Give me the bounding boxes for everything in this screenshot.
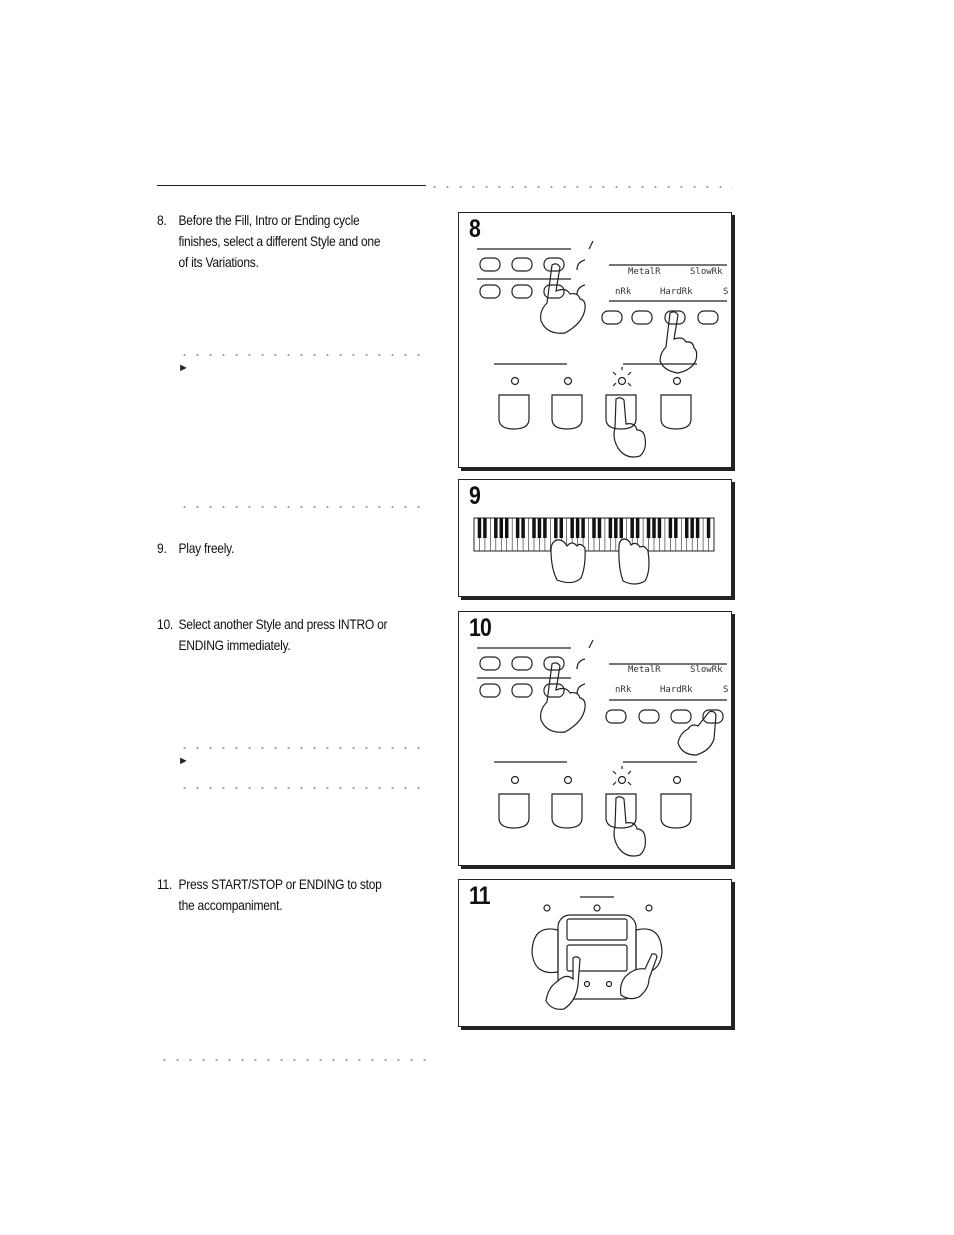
black-key bbox=[690, 518, 693, 538]
black-key bbox=[483, 518, 486, 538]
black-key bbox=[614, 518, 617, 538]
black-key bbox=[516, 518, 519, 538]
black-key bbox=[620, 518, 623, 538]
step-number: 11. bbox=[157, 876, 173, 892]
black-key bbox=[570, 518, 573, 538]
black-key bbox=[500, 518, 503, 538]
black-key bbox=[658, 518, 661, 538]
note-divider bbox=[178, 354, 428, 356]
black-key bbox=[560, 518, 563, 538]
step-text: Press START/STOP or ENDING to stop the accompaniment. bbox=[178, 876, 382, 913]
note-divider bbox=[178, 747, 428, 749]
header-rule bbox=[157, 185, 426, 186]
black-key bbox=[521, 518, 524, 538]
figure-number: 10 bbox=[469, 614, 491, 642]
svg-text:S: S bbox=[723, 287, 729, 297]
step-number: 9. bbox=[157, 540, 167, 556]
black-key bbox=[674, 518, 677, 538]
svg-text:MetalR: MetalR bbox=[628, 665, 661, 675]
light-blink-icon bbox=[613, 367, 631, 386]
step-10 bbox=[157, 614, 391, 656]
note-arrow-icon: ► bbox=[178, 362, 189, 374]
note-arrow-icon: ► bbox=[178, 755, 189, 767]
finger-press-icon bbox=[541, 663, 586, 732]
style-panel-illustration bbox=[459, 612, 731, 865]
step-9 bbox=[157, 538, 391, 559]
black-key bbox=[538, 518, 541, 538]
figure-number: 9 bbox=[469, 482, 480, 510]
black-key bbox=[630, 518, 633, 538]
figure-8 bbox=[458, 212, 732, 468]
figure-11 bbox=[458, 879, 732, 1027]
figure-number: 11 bbox=[469, 882, 490, 910]
black-key bbox=[576, 518, 579, 538]
note-divider bbox=[178, 787, 428, 789]
black-key bbox=[652, 518, 655, 538]
black-key bbox=[494, 518, 497, 538]
step-text: Before the Fill, Intro or Ending cycle finishes, select a different Style and one of its Variations. bbox=[178, 212, 381, 270]
black-key bbox=[581, 518, 584, 538]
svg-text:nRk: nRk bbox=[615, 287, 632, 297]
step-11 bbox=[157, 874, 391, 916]
step-8 bbox=[157, 210, 391, 273]
black-key bbox=[707, 518, 710, 538]
black-key bbox=[598, 518, 601, 538]
figure-number: 8 bbox=[469, 215, 480, 243]
svg-text:nRk: nRk bbox=[615, 685, 632, 695]
black-key bbox=[636, 518, 639, 538]
style-panel-illustration bbox=[459, 213, 731, 467]
step-number: 10. bbox=[157, 616, 173, 632]
hands-icon bbox=[551, 539, 649, 584]
finger-press-icon bbox=[678, 711, 716, 755]
black-key bbox=[647, 518, 650, 538]
note-divider bbox=[178, 506, 428, 508]
black-key bbox=[592, 518, 595, 538]
step-text: Select another Style and press INTRO or ENDING immediately. bbox=[178, 616, 388, 653]
step-text: Play freely. bbox=[178, 540, 235, 556]
control-pad-illustration bbox=[459, 880, 731, 1026]
black-key bbox=[478, 518, 481, 538]
figure-10 bbox=[458, 611, 732, 866]
black-key bbox=[609, 518, 612, 538]
black-key bbox=[685, 518, 688, 538]
svg-text:HardRk: HardRk bbox=[660, 685, 693, 695]
svg-text:SlowRk: SlowRk bbox=[690, 267, 723, 277]
finger-press-icon bbox=[546, 957, 580, 1010]
figure-9 bbox=[458, 479, 732, 597]
finger-press-icon bbox=[621, 954, 658, 999]
keyboard-illustration bbox=[459, 480, 731, 596]
black-key bbox=[669, 518, 672, 538]
keyboard-icon bbox=[474, 518, 714, 551]
header-dotted-rule bbox=[428, 186, 733, 188]
svg-text:S: S bbox=[723, 685, 729, 695]
svg-text:MetalR: MetalR bbox=[628, 267, 661, 277]
step-number: 8. bbox=[157, 212, 167, 228]
black-key bbox=[505, 518, 508, 538]
footer-dotted-rule bbox=[158, 1059, 428, 1061]
black-key bbox=[532, 518, 535, 538]
finger-press-icon bbox=[541, 264, 586, 333]
black-key bbox=[696, 518, 699, 538]
svg-text:SlowRk: SlowRk bbox=[690, 665, 723, 675]
light-blink-icon bbox=[613, 766, 631, 785]
svg-text:HardRk: HardRk bbox=[660, 287, 693, 297]
black-key bbox=[543, 518, 546, 538]
black-key bbox=[554, 518, 557, 538]
